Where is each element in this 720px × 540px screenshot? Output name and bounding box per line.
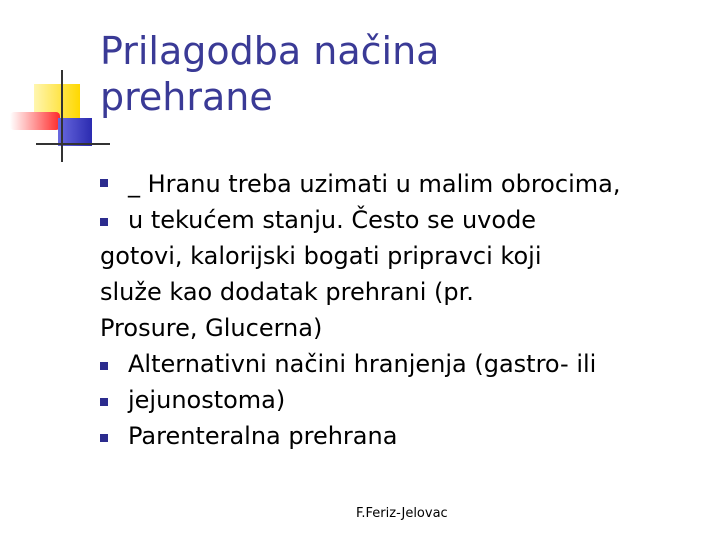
title-line-1: Prilagodba načina [100, 29, 440, 73]
list-item [100, 346, 700, 382]
list-item-text: služe kao dodatak prehrani (pr. [100, 278, 474, 306]
list-item [100, 202, 700, 238]
list-item-text: Alternativni načini hranjenja (gastro- ili [128, 350, 597, 378]
list-item-text: Parenteralna prehrana [128, 422, 398, 450]
square-bullet-icon [100, 218, 108, 226]
decorative-corner-graphic [0, 0, 110, 170]
deco-red-bar [10, 112, 60, 130]
list-item-text: _ Hranu treba uzimati u malim obrocima, [128, 170, 621, 198]
list-item-text: u tekućem stanju. Često se uvode [128, 206, 537, 234]
square-bullet-icon [100, 434, 108, 442]
list-item-text: gotovi, kalorijski bogati pripravci koji [100, 242, 542, 270]
list-item-continuation [100, 310, 700, 346]
list-item [100, 382, 700, 418]
list-item-text: jejunostoma) [128, 386, 286, 414]
list-item [100, 166, 700, 202]
square-bullet-icon [100, 362, 108, 370]
list-item-continuation [100, 238, 700, 274]
square-bullet-icon [100, 398, 108, 406]
deco-blue-square [58, 118, 92, 146]
slide-title [100, 28, 700, 120]
list-item [100, 418, 700, 454]
bullet-list [100, 166, 700, 454]
square-bullet-icon [100, 179, 108, 187]
list-item-text: Prosure, Glucerna) [100, 314, 323, 342]
list-item-continuation [100, 274, 700, 310]
title-line-2: prehrane [100, 75, 273, 119]
footer-author: F.Feriz-Jelovac [356, 506, 448, 521]
